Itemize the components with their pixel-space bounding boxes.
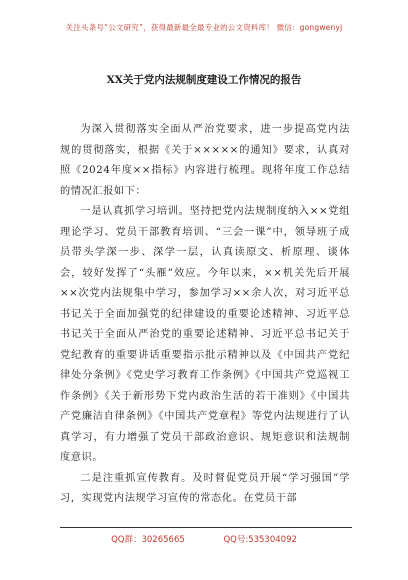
header-promo-note: 关注头条号“公文研究”，获得最新最全最专业的公文资料库！ 微信：gongwenyj: [65, 23, 343, 32]
paragraph-publicity-education: 二是注重抓宣传教育。及时督促党员开展“学习强国”学习，实现党内法规学习宣传的常态化。在党员干部: [60, 472, 350, 504]
footer-divider: [60, 527, 352, 528]
footer-contact: [0, 533, 408, 545]
footer-qq-number: QQ号:535304092: [223, 535, 297, 545]
paragraph-intro: 为深入贯彻落实全面从严治党要求，进一步提高党内法规的贯彻落实，根据《关于×××××的通知》要求，认真对照《2024年度××指标》内容进行梳理。现将年度工作总结的情况汇报如下：: [60, 124, 350, 197]
footer-qq-group: QQ群：30265665: [111, 535, 185, 545]
paragraph-study-training: 一是认真抓学习培训。坚持把党内法规制度纳入××党组理论学习、党员干部教育培训、“三会一课”中，领导班子成员带头学深一步、深学一层，认真读原文、析原理、谈体会，较好发挥了“头雁”效应。今年以来，××机关先后开展××次党内法规集中学习，参加学习××余人次，对习近平总书记关于全面加强党的纪律建设的重要论述精神、习近平总书记关于全面从严治党的重要论述精神、习近平总书记关于党纪教育的重要讲话重要指示批示精神以及《中国共产党纪律处分条例》《党史学习教育工作条例》《中国共产党巡视工作条例》《关于新形势下党内政治生活的若干准则》《中国共产党廉洁自律条例》《中国共产党章程》等党内法规进行了认真学习，有力增强了党员干部政治意识、规矩意识和法规制度意识。: [60, 206, 350, 463]
document-body: [60, 120, 350, 510]
document-title: XX关于党内法规制度建设工作情况的报告: [106, 74, 302, 86]
